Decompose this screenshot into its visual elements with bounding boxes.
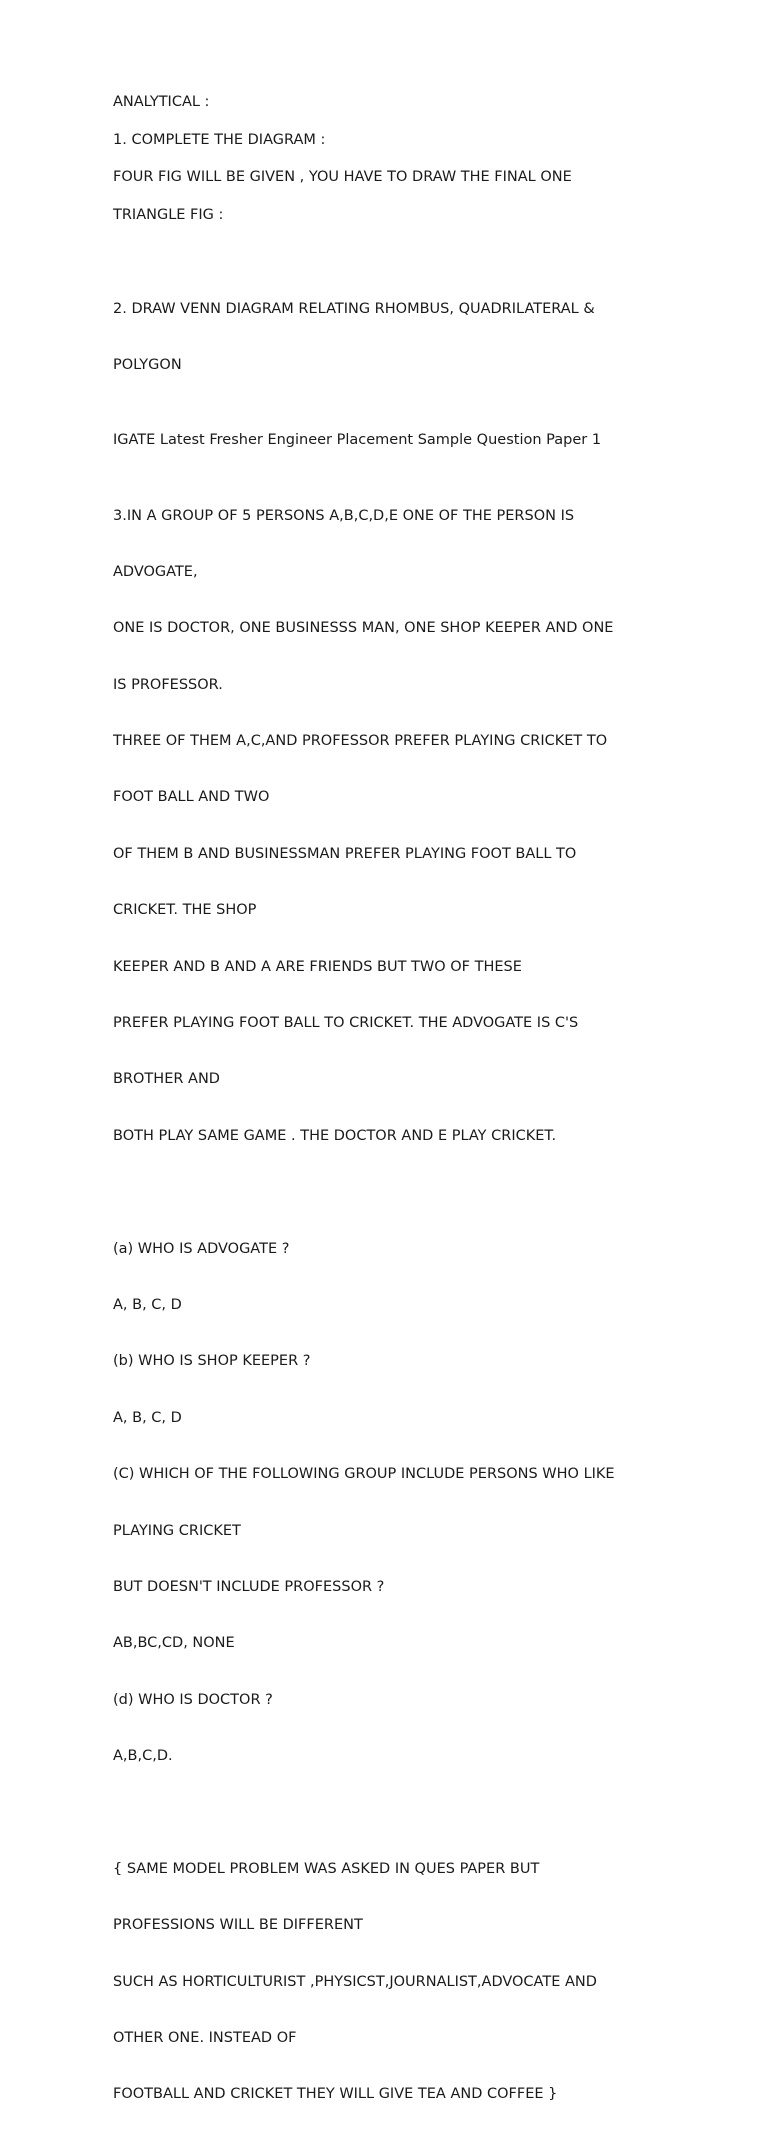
note-line: OTHER ONE. INSTEAD OF — [113, 2030, 297, 2047]
note-block — [113, 1822, 653, 2142]
sub-question-line: A,B,C,D. — [113, 1748, 173, 1765]
question-3-line: CRICKET. THE SHOP — [113, 902, 257, 919]
question-2-line: POLYGON — [113, 357, 182, 374]
question-3-line: FOOT BALL AND TWO — [113, 789, 270, 806]
question-3-line: THREE OF THEM A,C,AND PROFESSOR PREFER PLAYING CRICKET TO — [113, 733, 608, 750]
sub-question-line: PLAYING CRICKET — [113, 1522, 241, 1539]
sub-questions — [113, 1202, 653, 1804]
question-2-line: 2. DRAW VENN DIAGRAM RELATING RHOMBUS, QUADRILATERAL & — [113, 300, 595, 317]
question-3-line: ADVOGATE, — [113, 563, 198, 580]
note-line: SUCH AS HORTICULTURIST ,PHYSICST,JOURNALIST,ADVOCATE AND — [113, 1973, 597, 1990]
question-3-line: PREFER PLAYING FOOT BALL TO CRICKET. THE ADVOGATE IS C'S — [113, 1015, 579, 1032]
note-line: { SAME MODEL PROBLEM WAS ASKED IN QUES PAPER BUT — [113, 1860, 540, 1877]
note-line: PROFESSIONS WILL BE DIFFERENT — [113, 1917, 363, 1934]
question-3-line: 3.IN A GROUP OF 5 PERSONS A,B,C,D,E ONE OF THE PERSON IS — [113, 507, 575, 524]
sub-question-line: BUT DOESN'T INCLUDE PROFESSOR ? — [113, 1578, 385, 1595]
question-3-line: IS PROFESSOR. — [113, 676, 223, 693]
question-1-title: 1. COMPLETE THE DIAGRAM : — [113, 131, 326, 148]
sub-question-line: (C) WHICH OF THE FOLLOWING GROUP INCLUDE PERSONS WHO LIKE — [113, 1466, 615, 1483]
question-1-body: FOUR FIG WILL BE GIVEN , YOU HAVE TO DRAW THE FINAL ONE — [113, 169, 572, 186]
question-3-line: ONE IS DOCTOR, ONE BUSINESSS MAN, ONE SHOP KEEPER AND ONE — [113, 620, 614, 637]
document-page — [113, 93, 653, 2142]
sub-question-line: A, B, C, D — [113, 1297, 182, 1313]
question-3-line: BROTHER AND — [113, 1071, 220, 1088]
sub-question-line: (d) WHO IS DOCTOR ? — [113, 1691, 273, 1708]
question-3-line: BOTH PLAY SAME GAME . THE DOCTOR AND E PLAY CRICKET. — [113, 1127, 557, 1144]
question-3 — [113, 469, 653, 1183]
paper-title: IGATE Latest Fresher Engineer Placement Sample Question Paper 1 — [113, 432, 602, 449]
note-line: FOOTBALL AND CRICKET THEY WILL GIVE TEA AND COFFEE } — [113, 2086, 558, 2103]
question-2 — [113, 262, 653, 412]
sub-question-line: AB,BC,CD, NONE — [113, 1635, 235, 1652]
question-3-line: OF THEM B AND BUSINESSMAN PREFER PLAYING FOOT BALL TO — [113, 845, 577, 862]
sub-question-line: (a) WHO IS ADVOGATE ? — [113, 1240, 290, 1257]
question-3-line: KEEPER AND B AND A ARE FRIENDS BUT TWO OF THESE — [113, 958, 522, 975]
question-1-triangle-label: TRIANGLE FIG : — [113, 206, 224, 223]
sub-question-line: (b) WHO IS SHOP KEEPER ? — [113, 1353, 311, 1370]
section-heading: ANALYTICAL : — [113, 94, 210, 110]
sub-question-line: A, B, C, D — [113, 1409, 182, 1426]
